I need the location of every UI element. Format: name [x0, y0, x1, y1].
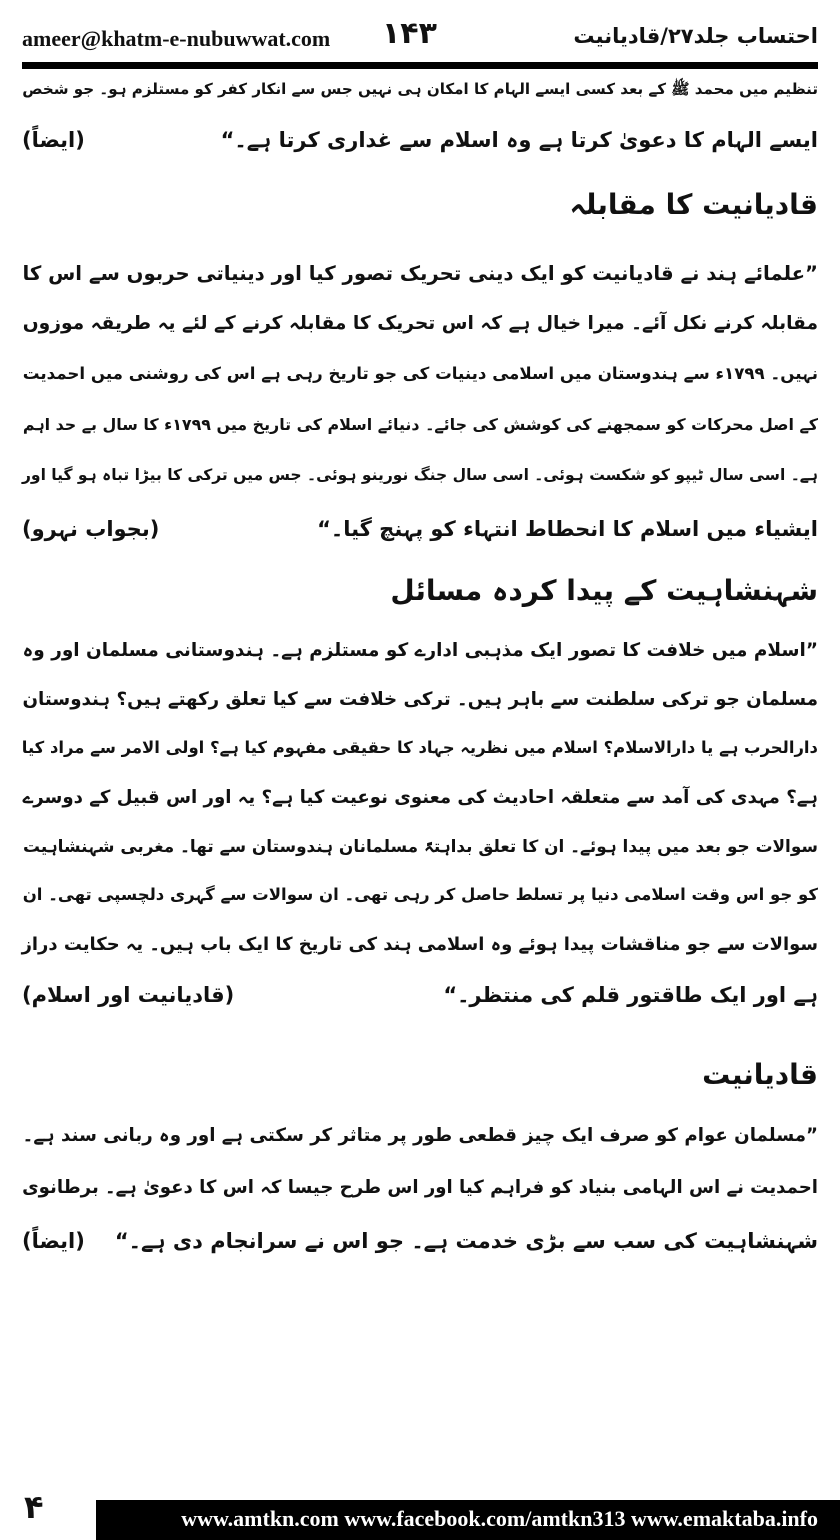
- text-line: کے اصل محرکات کو سمجھنے کی کوشش کی جائے۔ دنیائے اسلام کی تاریخ میں ۱۷۹۹ء کا سال بے حد اہم: [22, 415, 818, 434]
- header-email: ameer@khatm-e-nubuwwat.com: [22, 26, 331, 51]
- text-line: احمدیت نے اس الہامی بنیاد کو فراہم کیا اور اس طرح جیسا کہ اس کا دعویٰ ہے۔ برطانوی: [22, 1177, 818, 1198]
- citation: (بجواب نہرو): [22, 517, 160, 541]
- text-line: ”اسلام میں خلافت کا تصور ایک مذہبی ادارے کو مستلزم ہے۔ ہندوستانی مسلمان اور وہ: [22, 640, 818, 661]
- section-heading: قادیانیت کا مقابلہ: [569, 188, 818, 221]
- header-rule: [22, 62, 818, 69]
- text-line: مسلمان جو ترکی سلطنت سے باہر ہیں۔ ترکی خلافت سے کیا تعلق رکھتے ہیں؟ ہندوستان: [22, 689, 818, 710]
- text-line: ”مسلمان عوام کو صرف ایک چیز قطعی طور پر متاثر کر سکتی ہے اور وہ ربانی سند ہے۔: [22, 1125, 818, 1146]
- citation: (ایضاً): [22, 1229, 85, 1253]
- page-header: [22, 12, 818, 56]
- page-number: ۱۴۳: [382, 16, 437, 51]
- text-line: ”علمائے ہند نے قادیانیت کو ایک دینی تحریک تصور کیا اور دینیاتی حربوں سے اس کا: [22, 262, 818, 285]
- footer-number: ۴: [24, 1488, 44, 1526]
- text-line: شہنشاہیت کی سب سے بڑی خدمت ہے۔ جو اس نے سرانجام دی ہے۔“: [114, 1229, 818, 1253]
- text-line: ایشیاء میں اسلام کا انحطاط انتہاء کو پہنچ گیا۔“: [317, 517, 818, 541]
- section-heading: قادیانیت: [702, 1058, 818, 1091]
- header-title: احتساب جلد۲۷/قادیانیت: [573, 24, 818, 48]
- text-line: دارالحرب ہے یا دارالاسلام؟ اسلام میں نظریہ جہاد کا حقیقی مفہوم کیا ہے؟ اولی الامر سے مراد کیا: [21, 738, 818, 757]
- citation: (ایضاً): [22, 128, 85, 152]
- citation: (قادیانیت اور اسلام): [22, 983, 235, 1007]
- text-line: مقابلہ کرنے نکل آئے۔ میرا خیال ہے کہ اس تحریک کا مقابلہ کرنے کے لئے یہ طریقہ موزوں: [22, 313, 818, 334]
- text-line: ہے۔ اسی سال ٹیپو کو شکست ہوئی۔ اسی سال جنگ نورینو ہوئی۔ جس میں ترکی کا بیڑا تباہ ہو گیا اور: [21, 466, 818, 484]
- text-line: ایسے الہام کا دعویٰ کرتا ہے وہ اسلام سے غداری کرتا ہے۔“: [220, 128, 818, 152]
- text-line: ہے؟ مہدی کی آمد سے متعلقہ احادیث کی معنوی نوعیت کیا ہے؟ یہ اور اس قبیل کے دوسرے: [22, 787, 818, 808]
- text-line: ہے اور ایک طاقتور قلم کی منتظر۔“: [443, 983, 818, 1007]
- text-line: تنظیم میں محمد ﷺ کے بعد کسی ایسے الہام کا امکان ہی نہیں جس سے انکار کفر کو مستلزم ہو۔ جو شخص: [22, 80, 818, 98]
- section-heading: شہنشاہیت کے پیدا کردہ مسائل: [390, 574, 818, 607]
- text-line: سوالات جو بعد میں پیدا ہوئے۔ ان کا تعلق بداہتہً مسلمانان ہندوستان سے تھا۔ مغربی شہنشاہیت: [23, 836, 818, 856]
- text-line: نہیں۔ ۱۷۹۹ء سے ہندوستان میں اسلامی دینیات کی جو تاریخ رہی ہے اس کی روشنی میں احمدیت: [22, 364, 818, 383]
- footer-links: www.amtkn.com www.facebook.com/amtkn313 www.emaktaba.info: [181, 1506, 818, 1531]
- text-line: کو جو اس وقت اسلامی دنیا پر تسلط حاصل کر رہی تھی۔ ان سوالات سے گہری دلچسپی تھی۔ ان: [22, 885, 818, 904]
- text-line: سوالات سے جو مناقشات پیدا ہوئے وہ اسلامی ہند کی تاریخ کا ایک باب ہیں۔ یہ حکایت دراز: [21, 934, 818, 955]
